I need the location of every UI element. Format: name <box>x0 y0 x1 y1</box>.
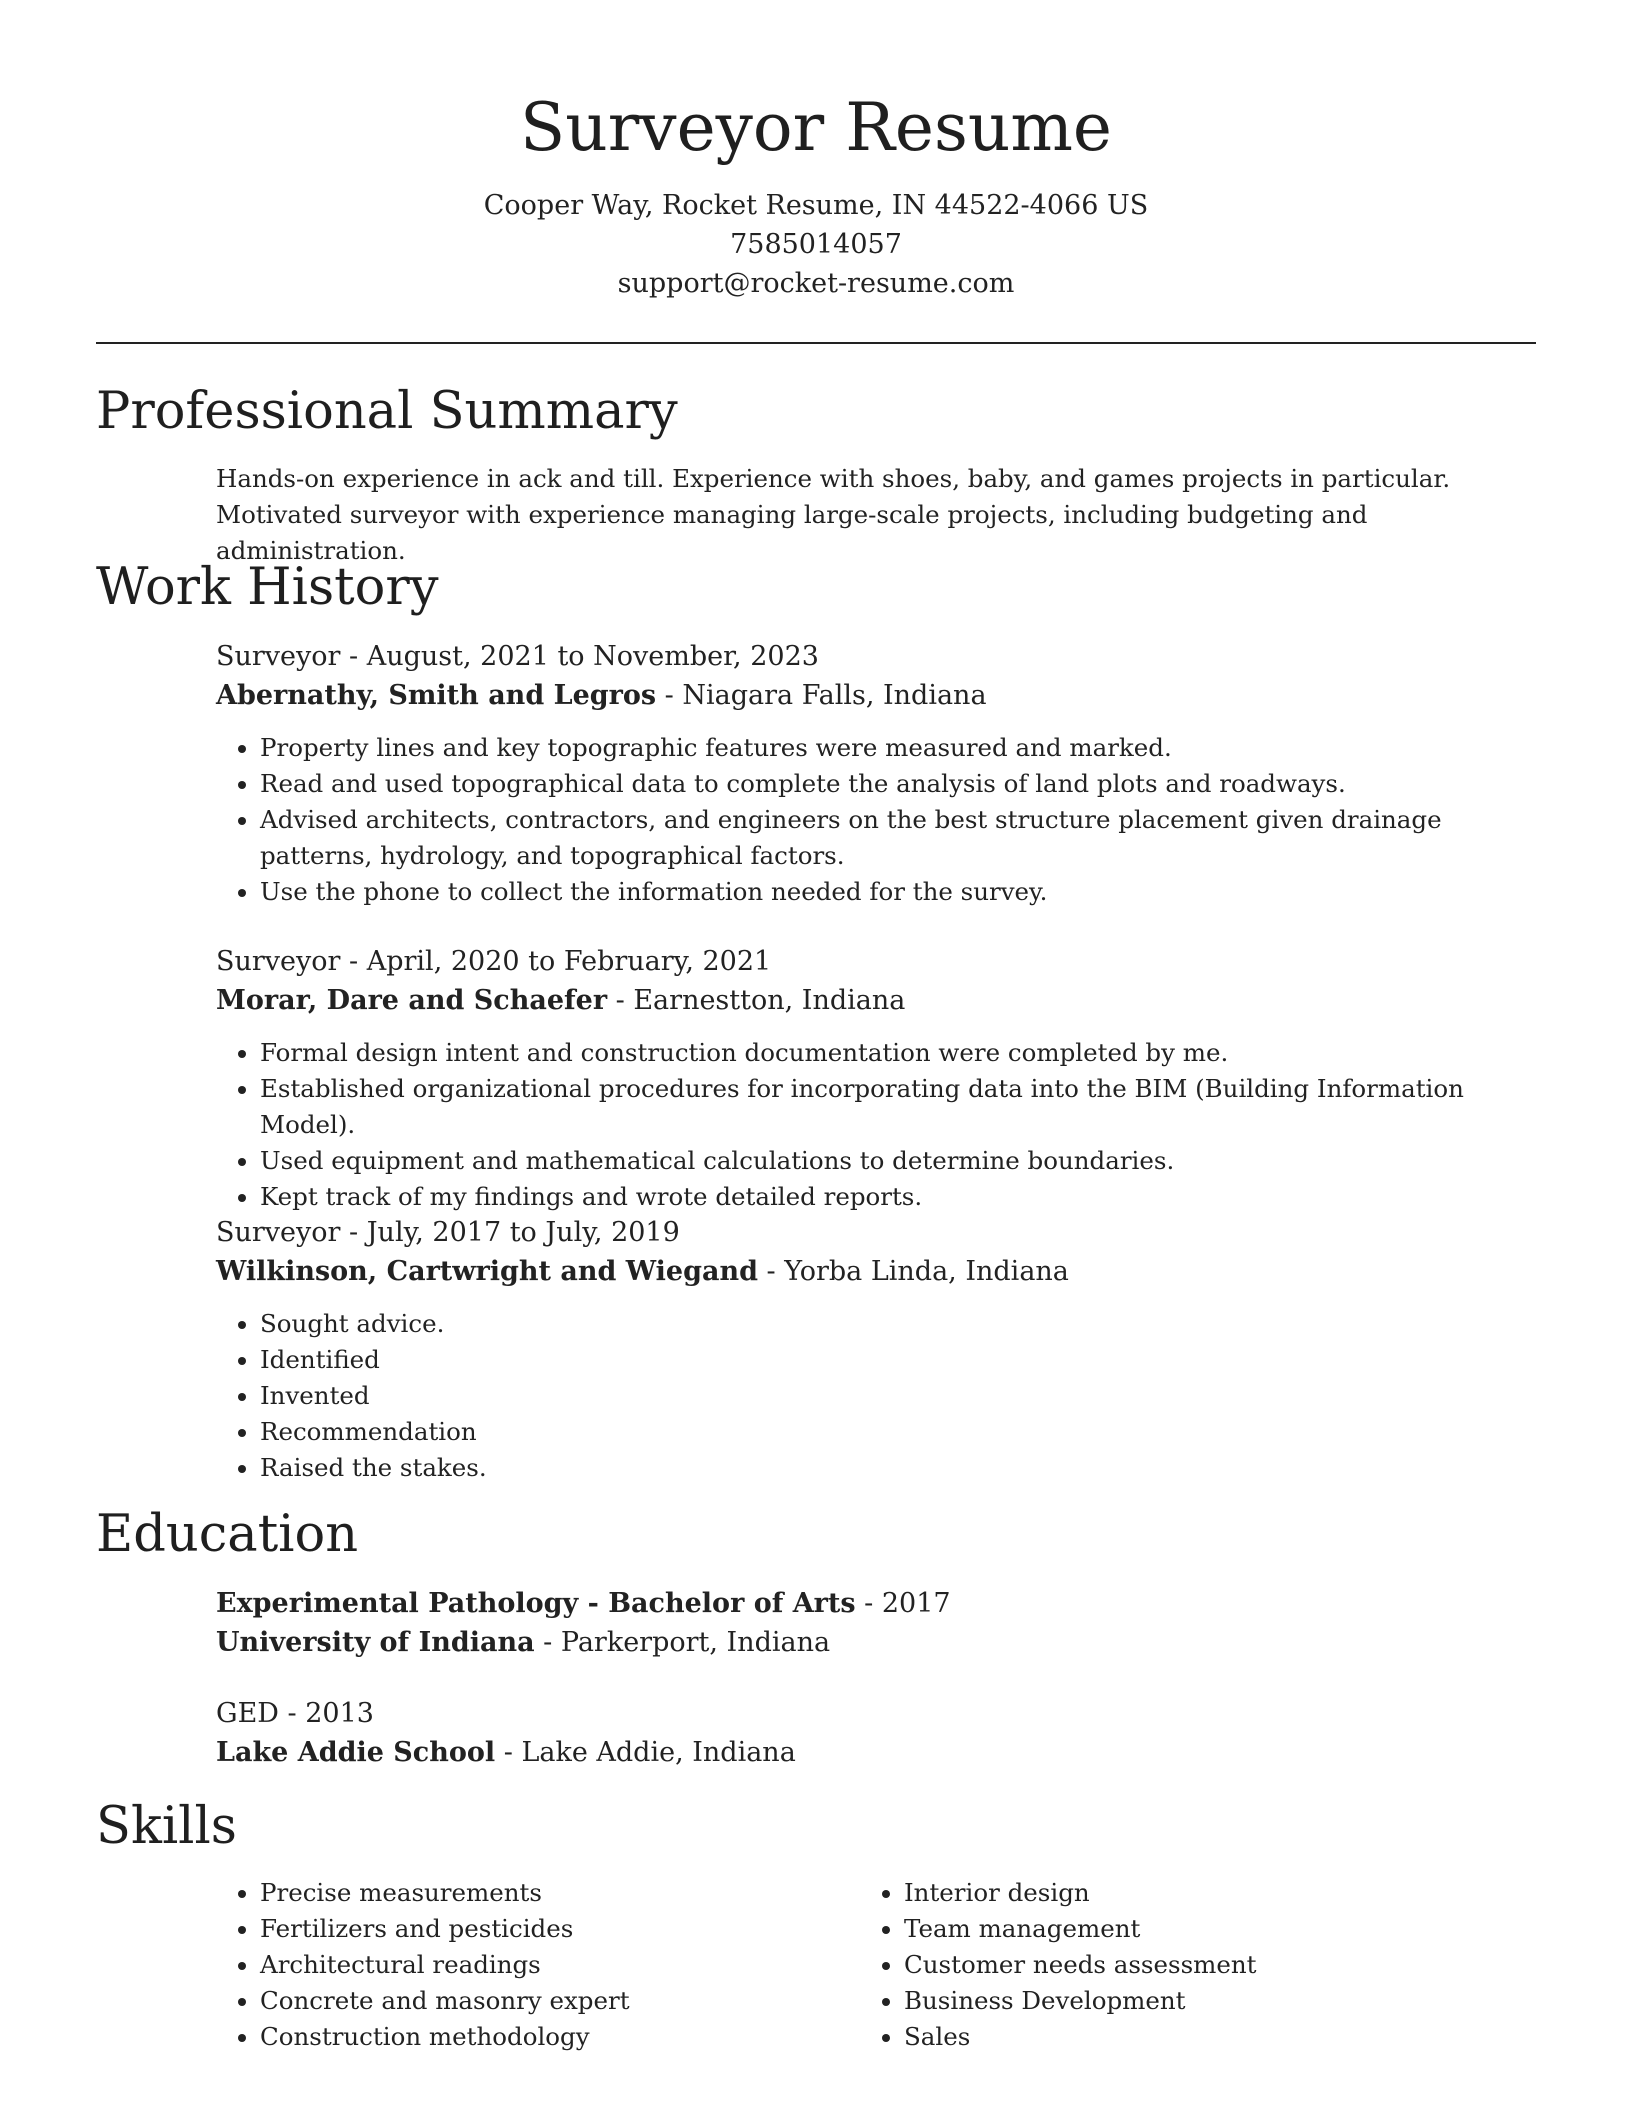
education-year: GED - 2013 <box>216 1698 374 1729</box>
job-location: - Yorba Linda, Indiana <box>757 1256 1069 1287</box>
list-item: • Construction methodology <box>260 2019 816 2055</box>
job-location: - Earnestton, Indiana <box>607 985 906 1016</box>
education-location: - Parkerport, Indiana <box>534 1627 831 1658</box>
education-degree: Experimental Pathology - Bachelor of Arts <box>216 1588 856 1619</box>
contact-phone: 7585014057 <box>730 229 902 260</box>
job-employer <box>216 676 1536 715</box>
contact-info <box>0 186 1632 303</box>
job-entry <box>216 1213 1536 1486</box>
header-divider <box>96 342 1536 344</box>
list-item: • Precise measurements <box>260 1875 816 1911</box>
summary-text: Hands-on experience in ack and till. Experience with shoes, baby, and games projects in particular. Motivated surveyor with experience managing large-scale projects, including budgeting and administration. <box>216 464 1451 565</box>
list-item: • Team management <box>904 1911 1460 1947</box>
job-bullets <box>216 730 1536 910</box>
job-bullets <box>216 1306 1536 1486</box>
job-employer <box>216 981 1536 1020</box>
summary-heading: Professional Summary <box>96 382 678 441</box>
education-year: - 2017 <box>855 1588 951 1619</box>
list-item: • Customer needs assessment <box>904 1947 1460 1983</box>
education-school: University of Indiana <box>216 1627 535 1658</box>
list-item: • Identified <box>260 1342 1536 1378</box>
job-title-dates: Surveyor - April, 2020 to February, 2021 <box>216 946 772 977</box>
education-heading: Education <box>96 1505 359 1564</box>
contact-address: Cooper Way, Rocket Resume, IN 44522-4066 US <box>483 190 1149 221</box>
job-title-dates: Surveyor - August, 2021 to November, 2023 <box>216 641 819 672</box>
list-item: • Invented <box>260 1378 1536 1414</box>
education-entry <box>216 1694 1536 1772</box>
skills-list-left <box>216 1875 816 2055</box>
list-item: • Kept track of my findings and wrote detailed reports. <box>260 1179 1536 1215</box>
list-item: • Raised the stakes. <box>260 1450 1536 1486</box>
resume-title: Surveyor Resume <box>520 89 1112 166</box>
list-item: • Concrete and masonry expert <box>260 1983 816 2019</box>
job-location: - Niagara Falls, Indiana <box>656 680 987 711</box>
skills-column-left <box>216 1875 816 2055</box>
job-company: Morar, Dare and Schaefer <box>216 985 608 1016</box>
resume-header <box>0 82 1632 303</box>
list-item: • Business Development <box>904 1983 1460 2019</box>
education-school-line <box>216 1733 1536 1772</box>
list-item: • Used equipment and mathematical calculations to determine boundaries. <box>260 1143 1536 1179</box>
job-company: Abernathy, Smith and Legros <box>216 680 657 711</box>
education-school: Lake Addie School <box>216 1737 496 1768</box>
list-item: • Formal design intent and construction documentation were completed by me. <box>260 1035 1536 1071</box>
list-item: • Fertilizers and pesticides <box>260 1911 816 1947</box>
contact-email: support@rocket-resume.com <box>617 268 1015 299</box>
list-item: • Use the phone to collect the information needed for the survey. <box>260 874 1536 910</box>
list-item: • Property lines and key topographic features were measured and marked. <box>260 730 1536 766</box>
job-employer <box>216 1252 1536 1291</box>
list-item: • Sought advice. <box>260 1306 1536 1342</box>
job-company: Wilkinson, Cartwright and Wiegand <box>216 1256 758 1287</box>
job-title-dates: Surveyor - July, 2017 to July, 2019 <box>216 1217 680 1248</box>
list-item: • Architectural readings <box>260 1947 816 1983</box>
skills-column-right <box>860 1875 1460 2055</box>
list-item: • Interior design <box>904 1875 1460 1911</box>
skills-list-right <box>860 1875 1460 2055</box>
job-entry <box>216 637 1536 910</box>
work-history-heading: Work History <box>96 558 439 617</box>
list-item: • Advised architects, contractors, and engineers on the best structure placement given drainage patterns, hydrology, and topographical factors. <box>260 802 1536 874</box>
skills-heading: Skills <box>96 1797 237 1856</box>
job-entry <box>216 942 1536 1215</box>
job-bullets <box>216 1035 1536 1215</box>
list-item: • Sales <box>904 2019 1460 2055</box>
education-entry <box>216 1584 1536 1662</box>
list-item: • Read and used topographical data to complete the analysis of land plots and roadways. <box>260 766 1536 802</box>
list-item: • Established organizational procedures for incorporating data into the BIM (Building Information Model). <box>260 1071 1536 1143</box>
education-degree-line <box>216 1694 1536 1733</box>
education-school-line <box>216 1623 1536 1662</box>
education-degree-line <box>216 1584 1536 1623</box>
education-location: - Lake Addie, Indiana <box>495 1737 796 1768</box>
summary-section <box>216 461 1536 569</box>
list-item: • Recommendation <box>260 1414 1536 1450</box>
